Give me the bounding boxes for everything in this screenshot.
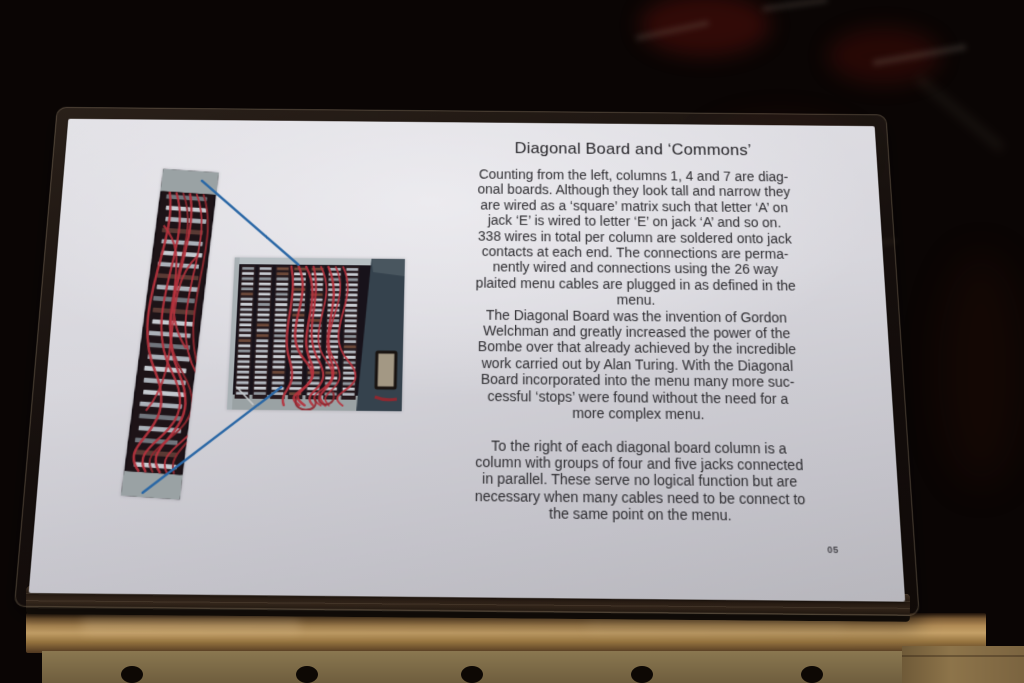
bombe-back-panel-photo: [227, 257, 405, 411]
wood-grain: [902, 655, 1024, 657]
card-paragraph-3: To the right of each diagonal board column is a column with groups of four and five jacks connected in parallel. These serve no logical function but are necessary when many cables need to be connect to the same point on the menu.: [474, 436, 806, 524]
card-paragraph-2: The Diagonal Board was the invention of Gordon Welchman and greatly increased the power of the Bombe over that already achieved by the incredible work carried out by Alan Turing. With the Diagonal Board incorporated into the menu many more suc- cessful ‘stops’ were found without the need for a more complex menu.: [477, 306, 797, 423]
background-plank: [902, 646, 1024, 683]
stand-pegboard: [42, 651, 908, 683]
peg-hole: [801, 666, 823, 683]
peg-hole: [296, 666, 318, 683]
peg-hole: [631, 666, 653, 683]
peg-hole: [461, 666, 483, 683]
blurred-red-machine-glow: [938, 255, 1024, 485]
peg-hole: [121, 666, 143, 683]
info-card: [29, 119, 906, 602]
card-text-column: [414, 138, 868, 525]
wood-sheen: [81, 618, 301, 633]
card-title: Diagonal Board and ‘Commons’: [514, 139, 752, 159]
blurred-red-machine-glow: [640, 0, 770, 56]
diagonal-board-column-photo: [121, 169, 219, 500]
blurred-highlight-streak: [916, 75, 1005, 151]
laminate-sleeve: [14, 107, 920, 616]
page-number: 05: [827, 544, 839, 556]
card-paragraph-1: Counting from the left, columns 1, 4 and 7 are diag- onal boards. Although they look tall and narrow they are wired as a ‘square’ matrix such that letter ‘A’ on jack ‘E’ is wired to letter ‘E’ on jack ‘A’ and so on. 338 wires in total per column are soldered onto jack contacts at each end. The connections are perma- nently wired and connections using the 26 way plaited menu cables are plugged in as defined in the menu.: [475, 166, 797, 308]
blurred-highlight-streak: [762, 0, 828, 12]
